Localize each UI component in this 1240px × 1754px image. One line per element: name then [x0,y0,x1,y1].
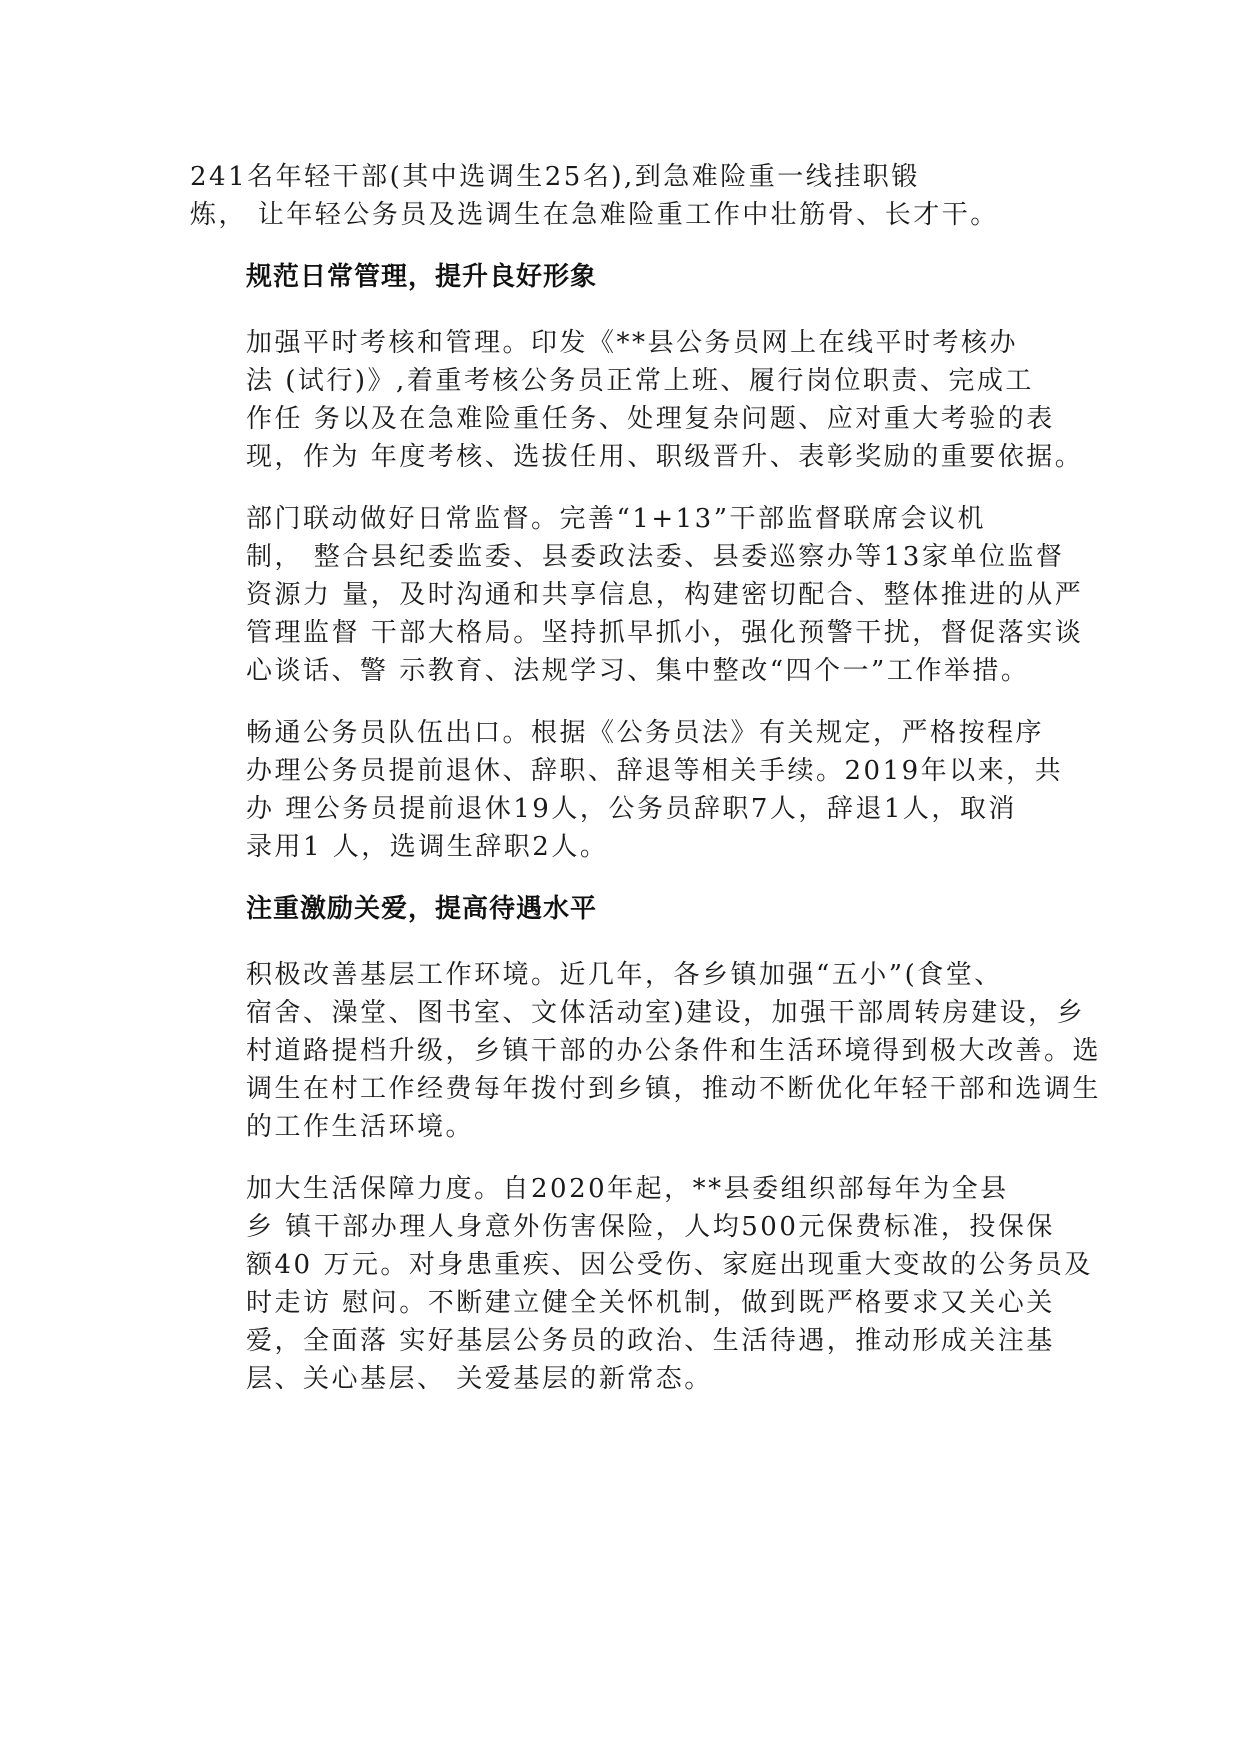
text-line: 加强平时考核和管理。印发《**县公务员网上在线平时考核办 [246,328,1019,358]
text-line: 办 理公务员提前退休19人，公务员辞职7人，辞退1人，取消 [246,794,1017,824]
paragraph-work-environment [190,956,1102,1146]
text-line: 作任 务以及在急难险重任务、处理复杂问题、应对重大考验的表 [246,404,1055,434]
text-line: 积极改善基层工作环境。近几年，各乡镇加强“五小”(食堂、 [246,960,1003,990]
text-line: 管理监督 干部大格局。坚持抓早抓小，强化预警干扰，督促落实谈 [246,618,1084,648]
section-heading-daily-management: 规范日常管理，提升良好形象 [246,262,598,292]
text-line: 241名年轻干部(其中选调生25名),到急难险重一线挂职锻 [190,162,920,192]
text-line: 乡 镇干部办理人身意外伤害保险，人均500元保费标准，投保保 [246,1212,1055,1242]
text-line: 的工作生活环境。 [246,1112,475,1142]
paragraph-young-cadres-continued [190,158,1050,234]
paragraph-assessment [190,324,1084,476]
text-line: 现，作为 年度考核、选拔任用、职级晋升、表彰奖励的重要依据。 [246,442,1084,472]
section-heading-incentives: 注重激励关爱，提高待遇水平 [246,894,598,924]
text-line: 制， 整合县纪委监委、县委政法委、县委巡察办等13家单位监督 [246,542,1065,572]
text-line: 畅通公务员队伍出口。根据《公务员法》有关规定，严格按程序 [246,718,1045,748]
text-line: 时走访 慰问。不断建立健全关怀机制，做到既严格要求又关心关 [246,1288,1055,1318]
paragraph-exit-channels [190,714,1064,866]
document-body [190,158,1102,1422]
text-line: 部门联动做好日常监督。完善“1+13”干部监督联席会议机 [246,504,986,534]
text-line: 炼， 让年轻公务员及选调生在急难险重工作中壮筋骨、长才干。 [190,200,999,230]
text-line: 录用1 人，选调生辞职2人。 [246,832,609,862]
text-line: 办理公务员提前退休、辞职、辞退等相关手续。2019年以来，共 [246,756,1064,786]
text-line: 层、关心基层、 关爱基层的新常态。 [246,1364,713,1394]
text-line: 加大生活保障力度。自2020年起，**县委组织部每年为全县 [246,1174,1009,1204]
text-line: 宿舍、澡堂、图书室、文体活动室)建设，加强干部周转房建设，乡 [246,998,1086,1028]
paragraph-supervision [190,500,1084,690]
text-line: 调生在村工作经费每年拨付到乡镇，推动不断优化年轻干部和选调生 [246,1074,1102,1104]
paragraph-living-support [190,1170,1093,1398]
text-line: 资源力 量，及时沟通和共享信息，构建密切配合、整体推进的从严 [246,580,1084,610]
text-line: 心谈话、警 示教育、法规学习、集中整改“四个一”工作举措。 [246,656,1030,686]
text-line: 法 (试行)》,着重考核公务员正常上班、履行岗位职责、完成工 [246,366,1034,396]
text-line: 村道路提档升级，乡镇干部的办公条件和生活环境得到极大改善。选 [246,1036,1102,1066]
text-line: 额40 万元。对身患重疾、因公受伤、家庭出现重大变故的公务员及 [246,1250,1093,1280]
text-line: 爱，全面落 实好基层公务员的政治、生活待遇，推动形成关注基 [246,1326,1055,1356]
